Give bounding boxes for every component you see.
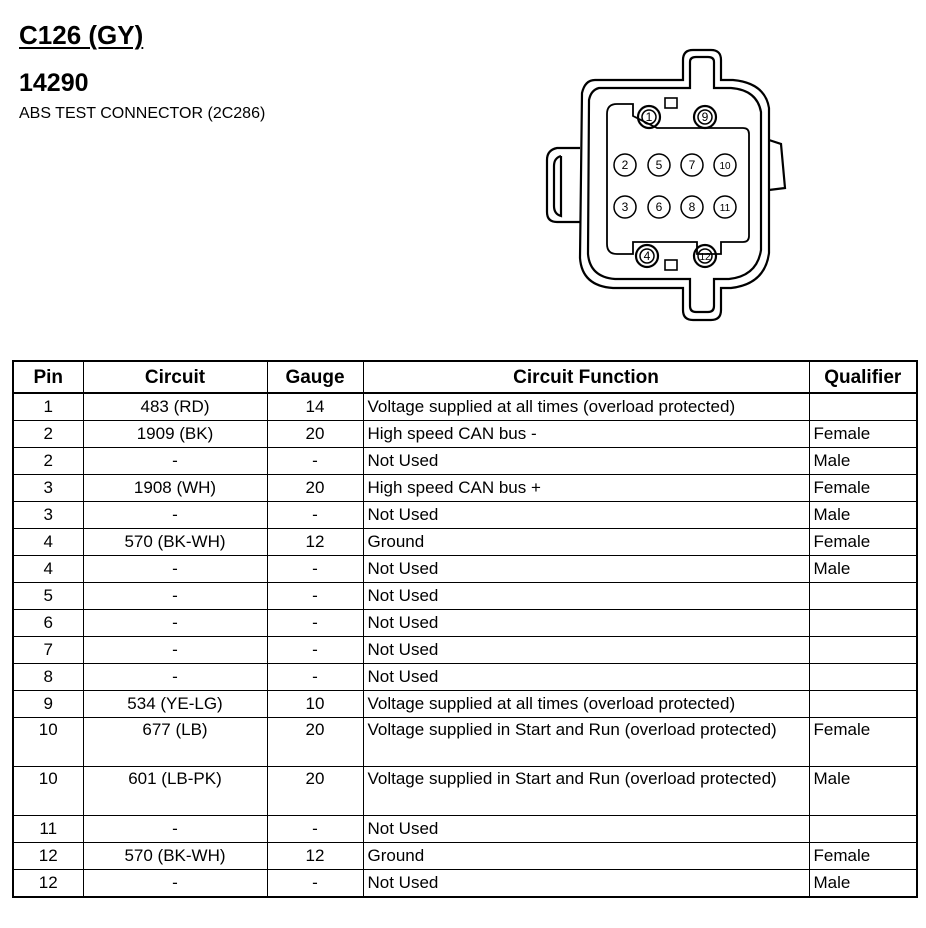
function-cell: Voltage supplied in Start and Run (overload protected) bbox=[363, 767, 809, 816]
table-row bbox=[13, 393, 917, 421]
qualifier-cell: Male bbox=[809, 767, 917, 816]
pin-cell: 4 bbox=[13, 556, 83, 583]
column-header-circuit-function: Circuit Function bbox=[363, 361, 809, 393]
gauge-cell: - bbox=[267, 448, 363, 475]
function-cell: High speed CAN bus - bbox=[363, 421, 809, 448]
pin-cell: 10 bbox=[13, 767, 83, 816]
table-row bbox=[13, 870, 917, 898]
pin-label: 1 bbox=[645, 110, 653, 124]
qualifier-cell: Male bbox=[809, 870, 917, 898]
table-row bbox=[13, 610, 917, 637]
function-cell: Ground bbox=[363, 843, 809, 870]
connector-face-diagram bbox=[535, 48, 795, 328]
pin-label: 10 bbox=[719, 161, 731, 172]
circuit-cell: 677 (LB) bbox=[83, 718, 267, 767]
pin-label: 9 bbox=[701, 110, 709, 124]
pin-label: 3 bbox=[621, 200, 629, 214]
table-row bbox=[13, 556, 917, 583]
gauge-cell: - bbox=[267, 664, 363, 691]
part-number: 14290 bbox=[19, 69, 89, 97]
pin-cell: 12 bbox=[13, 870, 83, 898]
pin-cell: 2 bbox=[13, 448, 83, 475]
qualifier-cell: Female bbox=[809, 529, 917, 556]
gauge-cell: 20 bbox=[267, 475, 363, 502]
pin-cell: 8 bbox=[13, 664, 83, 691]
circuit-cell: - bbox=[83, 610, 267, 637]
function-cell: Not Used bbox=[363, 637, 809, 664]
qualifier-cell bbox=[809, 816, 917, 843]
circuit-cell: 534 (YE-LG) bbox=[83, 691, 267, 718]
pin-label: 2 bbox=[621, 158, 629, 172]
qualifier-cell: Male bbox=[809, 556, 917, 583]
circuit-cell: 570 (BK-WH) bbox=[83, 529, 267, 556]
circuit-cell: - bbox=[83, 502, 267, 529]
gauge-cell: - bbox=[267, 816, 363, 843]
table-row bbox=[13, 664, 917, 691]
gauge-cell: 12 bbox=[267, 529, 363, 556]
gauge-cell: 12 bbox=[267, 843, 363, 870]
pin-cell: 7 bbox=[13, 637, 83, 664]
gauge-cell: 20 bbox=[267, 767, 363, 816]
circuit-cell: - bbox=[83, 816, 267, 843]
gauge-cell: - bbox=[267, 583, 363, 610]
gauge-cell: 20 bbox=[267, 421, 363, 448]
qualifier-cell: Male bbox=[809, 448, 917, 475]
pin-cell: 6 bbox=[13, 610, 83, 637]
circuit-cell: 1909 (BK) bbox=[83, 421, 267, 448]
pin-label: 4 bbox=[643, 249, 651, 263]
qualifier-cell: Female bbox=[809, 718, 917, 767]
table-row bbox=[13, 502, 917, 529]
pin-label: 7 bbox=[688, 158, 696, 172]
table-row bbox=[13, 718, 917, 767]
pin-label: 8 bbox=[688, 200, 696, 214]
table-row bbox=[13, 583, 917, 610]
gauge-cell: 14 bbox=[267, 393, 363, 421]
circuit-cell: 570 (BK-WH) bbox=[83, 843, 267, 870]
table-row bbox=[13, 691, 917, 718]
pin-table bbox=[12, 360, 918, 898]
qualifier-cell: Female bbox=[809, 475, 917, 502]
pin-cell: 9 bbox=[13, 691, 83, 718]
function-cell: Voltage supplied in Start and Run (overload protected) bbox=[363, 718, 809, 767]
circuit-cell: - bbox=[83, 448, 267, 475]
pin-cell: 4 bbox=[13, 529, 83, 556]
function-cell: Ground bbox=[363, 529, 809, 556]
pin-cell: 10 bbox=[13, 718, 83, 767]
column-header-pin: Pin bbox=[13, 361, 83, 393]
circuit-cell: 601 (LB-PK) bbox=[83, 767, 267, 816]
qualifier-cell bbox=[809, 610, 917, 637]
column-header-circuit: Circuit bbox=[83, 361, 267, 393]
gauge-cell: - bbox=[267, 556, 363, 583]
pin-cell: 11 bbox=[13, 816, 83, 843]
pin-cell: 2 bbox=[13, 421, 83, 448]
connector-id: C126 (GY) bbox=[19, 20, 144, 50]
gauge-cell: - bbox=[267, 502, 363, 529]
circuit-cell: 483 (RD) bbox=[83, 393, 267, 421]
pin-cell: 3 bbox=[13, 475, 83, 502]
pin-cell: 12 bbox=[13, 843, 83, 870]
table-header-row bbox=[13, 361, 917, 393]
qualifier-cell bbox=[809, 393, 917, 421]
pin-label: 12 bbox=[699, 252, 711, 263]
table-row bbox=[13, 816, 917, 843]
gauge-cell: - bbox=[267, 870, 363, 898]
function-cell: Not Used bbox=[363, 870, 809, 898]
circuit-cell: - bbox=[83, 556, 267, 583]
circuit-cell: - bbox=[83, 870, 267, 898]
column-header-qualifier: Qualifier bbox=[809, 361, 917, 393]
connector-description: ABS TEST CONNECTOR (2C286) bbox=[19, 105, 266, 122]
table-row bbox=[13, 529, 917, 556]
qualifier-cell: Male bbox=[809, 502, 917, 529]
gauge-cell: 20 bbox=[267, 718, 363, 767]
function-cell: Not Used bbox=[363, 664, 809, 691]
function-cell: Not Used bbox=[363, 448, 809, 475]
pin-label: 11 bbox=[719, 203, 731, 214]
pin-cell: 1 bbox=[13, 393, 83, 421]
pin-label: 5 bbox=[655, 158, 663, 172]
table-row bbox=[13, 637, 917, 664]
function-cell: Not Used bbox=[363, 610, 809, 637]
column-header-gauge: Gauge bbox=[267, 361, 363, 393]
qualifier-cell: Female bbox=[809, 843, 917, 870]
qualifier-cell: Female bbox=[809, 421, 917, 448]
function-cell: Not Used bbox=[363, 556, 809, 583]
function-cell: Voltage supplied at all times (overload protected) bbox=[363, 393, 809, 421]
table-row bbox=[13, 843, 917, 870]
pin-cell: 3 bbox=[13, 502, 83, 529]
qualifier-cell bbox=[809, 664, 917, 691]
function-cell: Not Used bbox=[363, 816, 809, 843]
function-cell: Not Used bbox=[363, 583, 809, 610]
pin-label: 6 bbox=[655, 200, 663, 214]
table-row bbox=[13, 475, 917, 502]
qualifier-cell bbox=[809, 583, 917, 610]
function-cell: Not Used bbox=[363, 502, 809, 529]
table-row bbox=[13, 421, 917, 448]
function-cell: High speed CAN bus + bbox=[363, 475, 809, 502]
qualifier-cell bbox=[809, 637, 917, 664]
circuit-cell: 1908 (WH) bbox=[83, 475, 267, 502]
circuit-cell: - bbox=[83, 637, 267, 664]
gauge-cell: - bbox=[267, 610, 363, 637]
qualifier-cell bbox=[809, 691, 917, 718]
gauge-cell: - bbox=[267, 637, 363, 664]
circuit-cell: - bbox=[83, 664, 267, 691]
table-row bbox=[13, 767, 917, 816]
circuit-cell: - bbox=[83, 583, 267, 610]
function-cell: Voltage supplied at all times (overload protected) bbox=[363, 691, 809, 718]
gauge-cell: 10 bbox=[267, 691, 363, 718]
pin-cell: 5 bbox=[13, 583, 83, 610]
table-row bbox=[13, 448, 917, 475]
